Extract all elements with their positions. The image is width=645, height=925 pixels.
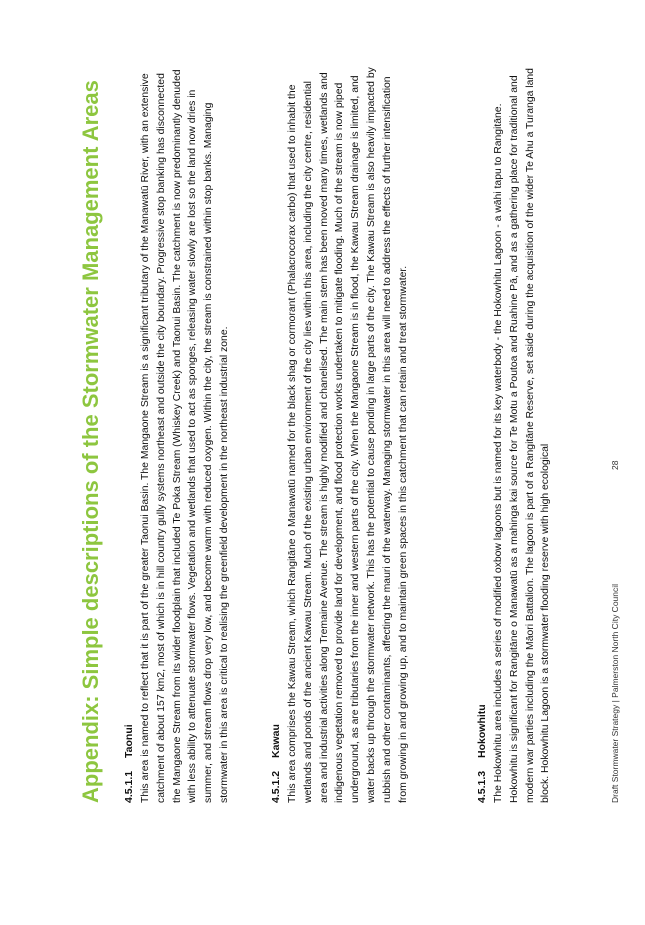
section-number: 4.5.1.2 — [270, 770, 282, 803]
section-heading — [476, 58, 488, 803]
page-title: Appendix: Simple descriptions of the Stormwater Management Areas — [78, 80, 103, 803]
section-hokowhitu — [476, 58, 554, 803]
section-paragraph: This area comprises the Kawau Stream, which Rangitāne o Manawatū named for the black shag or cormorant (Phalacrocorax carbo) that used to inhabit the wetlands and ponds of the ancient Kawau Stream. Much of the existing urban environment of the city lies within this area, including the city centre, residential area and industrial activities along Tremaine Avenue. The stream is highly modified and chanelised. The main stem has been moved many times, wetlands and indigenous vegetation removed to provide land for development, and flood protection works undertaken to mitigate flooding. Much of the stream is now piped underground, as are tributaries from the inner and western parts of the city. When the Mangaone Stream is in flood, the Kawau Stream drainage is limited, and water backs up through the stormwater network. This has the potential to cause ponding in large parts of the city. The Kawau Stream is also heavily impacted by rubbish and other contaminants, affecting the mauri of the waterway. Managing stormwater in this area will need to address the effects of further intensification from growing in and growing up, and to maintain green spaces in this catchment that can retain and treat stormwater. — [287, 67, 409, 803]
section-paragraph: This area is named to reflect that it is part of the greater Taonui Basin. The Mangaone Stream is a significant tributary of the Manawatū River, with an extensive catchment of about 157 km2, most of which is in hill country gully systems northeast and outside the city boundary. Progressive stop banking has disconnected the Mangaone Stream from its wider floodplain that included Te Poka Stream (Whiskey Creek) and Taonui Basin. The catchment is now predominantly denuded with less ability to attenuate stormwater flows. Vegetation and wetlands that used to act as sponges, releasing water slowly are lost so the land now dries in summer, and stream flows drop very low, and become warm with reduced oxygen. Within the city, the stream is constrained within stop banks. Managing stormwater in this area is critical to realising the greenfield development in the northeast industrial zone. — [140, 69, 230, 803]
section-kawau — [270, 58, 411, 803]
section-name: Taonui — [123, 724, 135, 758]
section-name: Hokowhitu — [476, 704, 488, 758]
section-paragraph: The Hokowhitu area includes a series of modified oxbow lagoons but is named for its key waterbody - the Hokowhitu Lagoon - a wāhi tapu to Rangitāne. Hokowhitu is significant for Rangitāne o Manawatū as a mahinga kai source for Te Motu a Poutoa and Ruahine Pā, and as a gathering place for traditional and modern war parties including the Māori Battalion. The lagoon is part of a Rangitāne Reserve, set aside during the acquisition of the wider Te Ahu a Turanga land block. Hokowhitu Lagoon is a stormwater flooding reserve with high ecological — [493, 68, 552, 803]
page-number: 28 — [610, 460, 620, 470]
section-heading — [270, 58, 282, 803]
section-heading — [123, 58, 135, 803]
section-name: Kawau — [270, 724, 282, 758]
section-taonui — [123, 58, 233, 803]
section-number: 4.5.1.3 — [476, 770, 488, 803]
section-number: 4.5.1.1 — [123, 770, 135, 803]
footer-text: Draft Stormwater Strategy | Palmerston North City Council — [610, 583, 620, 803]
